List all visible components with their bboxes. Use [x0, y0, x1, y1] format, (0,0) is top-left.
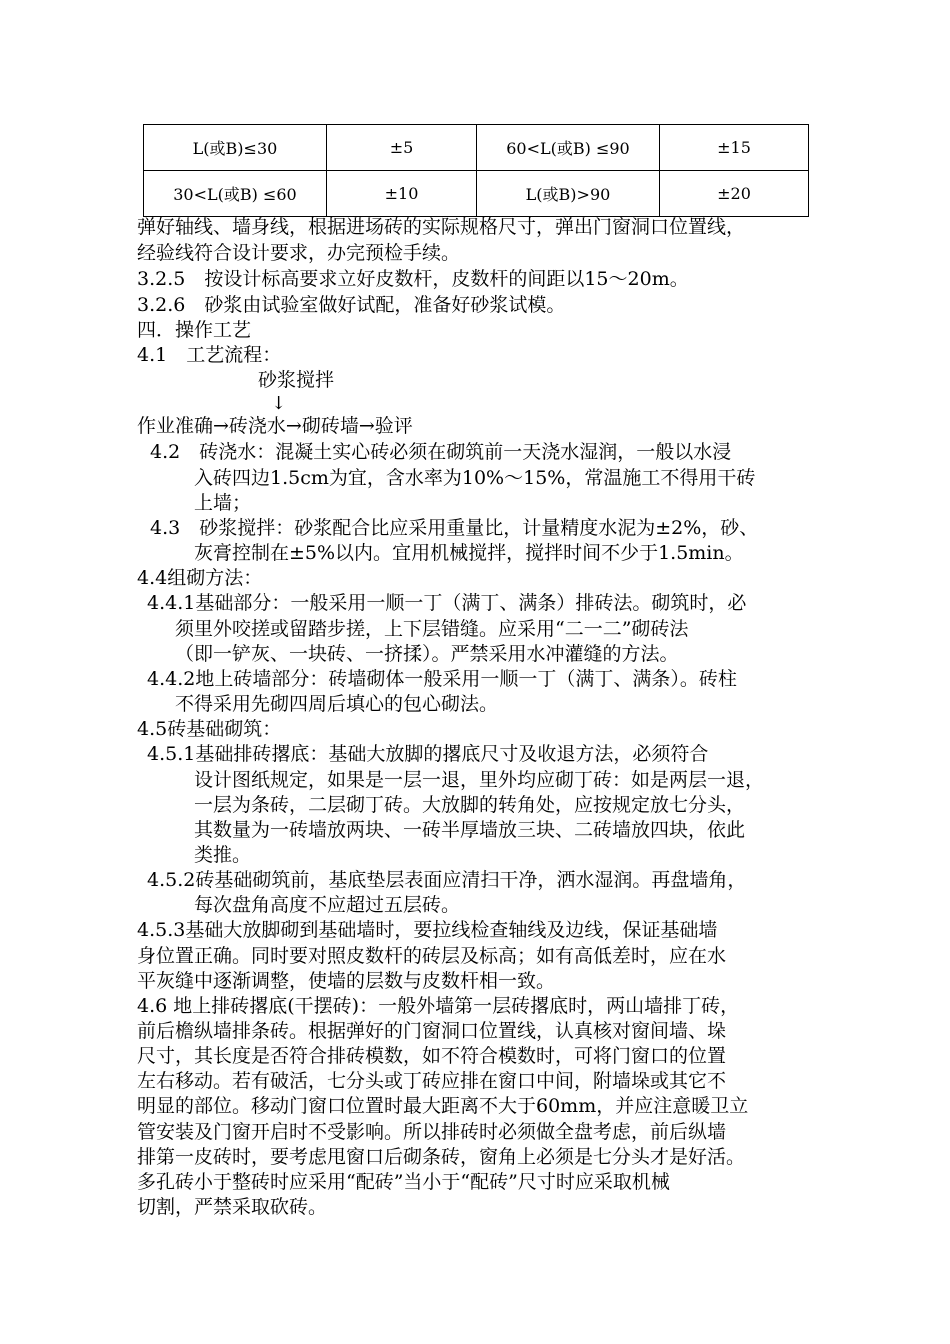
section-3-2-5: 3.2.5 按设计标高要求立好皮数杆，皮数杆的间距以15～20m。: [137, 268, 689, 290]
table-cell: ±10: [327, 171, 477, 217]
table-cell: ±5: [327, 125, 477, 171]
section-4-5-1-cont: 类推。: [194, 844, 252, 866]
flow-main-sequence: 作业准确→砖浇水→砌砖墙→验评: [137, 415, 413, 437]
section-4-6-cont: 明显的部位。移动门窗口位置时最大距离不大于60mm，并应注意暖卫立: [137, 1095, 749, 1117]
section-4-5-2-cont: 每次盘角高度不应超过五层砖。: [194, 894, 461, 916]
section-4-5-1-cont: 其数量为一砖墙放两块、一砖半厚墙放三块、二砖墙放四块，依此: [194, 819, 746, 841]
section-4-4-1-cont: 须里外咬搓或留踏步搓，上下层错缝。应采用“二一二”砌砖法: [175, 618, 689, 640]
table-cell: ±15: [660, 125, 809, 171]
table-cell: 30<L(或B) ≤60: [144, 171, 327, 217]
section-4-5-3-cont: 身位置正确。同时要对照皮数杆的砖层及标高；如有高低差时，应在水: [137, 945, 727, 967]
section-4-2: 4.2 砖浇水：混凝土实心砖必须在砌筑前一天浇水湿润，一般以水浸: [150, 441, 732, 463]
section-4-4-2-cont: 不得采用先砌四周后填心的包心砌法。: [175, 693, 499, 715]
table-row: [144, 125, 809, 171]
flow-step-mortar: 砂浆搅拌: [258, 369, 335, 391]
section-4-6-cont: 多孔砖小于整砖时应采用“配砖”当小于“配砖”尺寸时应采取机械: [137, 1171, 670, 1193]
section-4-5-3: 4.5.3基础大放脚砌到基础墙时，要拉线检查轴线及边线，保证基础墙: [137, 919, 718, 941]
section-4-1: 4.1 工艺流程：: [137, 344, 282, 366]
section-4-5-1: 4.5.1基础排砖撂底：基础大放脚的撂底尺寸及收退方法，必须符合: [147, 743, 709, 765]
section-4-3: 4.3 砂浆搅拌：砂浆配合比应采用重量比，计量精度水泥为±2%，砂、: [150, 517, 759, 539]
paragraph-line: 弹好轴线、墙身线，根据进场砖的实际规格尺寸，弹出门窗洞口位置线，: [137, 216, 746, 238]
table-cell: L(或B)>90: [477, 171, 660, 217]
section-4-4: 4.4组砌方法：: [137, 567, 263, 589]
section-4-2-cont: 入砖四边1.5cm为宜，含水率为10%～15%，常温施工不得用干砖: [194, 467, 756, 489]
table-cell: L(或B)≤30: [144, 125, 327, 171]
section-4-6-cont: 排第一皮砖时，要考虑甩窗口后砌条砖，窗角上必须是七分头才是好活。: [137, 1146, 746, 1168]
table-cell: 60<L(或B) ≤90: [477, 125, 660, 171]
flow-arrow-down-icon: ↓: [271, 393, 287, 414]
section-4-6-cont: 切割，严禁采取砍砖。: [137, 1196, 328, 1218]
section-4-5-1-cont: 一层为条砖，二层砌丁砖。大放脚的转角处，应按规定放七分头，: [194, 794, 746, 816]
paragraph-line: 经验线符合设计要求，办完预检手续。: [137, 242, 461, 264]
section-4-3-cont: 灰膏控制在±5%以内。宜用机械搅拌，搅拌时间不少于1.5min。: [194, 542, 744, 564]
section-4-2-cont: 上墙；: [194, 492, 252, 514]
section-4-4-1-cont: （即一铲灰、一块砖、一挤揉）。严禁采用水冲灌缝的方法。: [175, 643, 679, 665]
table-row: [144, 171, 809, 217]
section-4-4-2: 4.4.2地上砖墙部分：砖墙砌体一般采用一顺一丁（满丁、满条）。砖柱: [147, 668, 737, 690]
section-4-6-cont: 尺寸，其长度是否符合排砖模数，如不符合模数时，可将门窗口的位置: [137, 1045, 727, 1067]
section-4-6: 4.6 地上排砖撂底(干摆砖)：一般外墙第一层砖撂底时，两山墙排丁砖，: [137, 995, 740, 1017]
section-4-6-cont: 管安装及门窗开启时不受影响。所以排砖时必须做全盘考虑，前后纵墙: [137, 1121, 727, 1143]
section-4-5-3-cont: 平灰缝中逐渐调整，使墙的层数与皮数杆相一致。: [137, 970, 556, 992]
section-heading-4: 四．操作工艺: [137, 319, 252, 341]
section-4-6-cont: 前后檐纵墙排条砖。根据弹好的门窗洞口位置线，认真核对窗间墙、垛: [137, 1020, 727, 1042]
section-4-5-2: 4.5.2砖基础砌筑前，基底垫层表面应清扫干净，洒水湿润。再盘墙角，: [147, 869, 747, 891]
section-3-2-6: 3.2.6 砂浆由试验室做好试配，准备好砂浆试模。: [137, 294, 566, 316]
table-cell: ±20: [660, 171, 809, 217]
section-4-4-1: 4.4.1基础部分：一般采用一顺一丁（满丁、满条）排砖法。砌筑时，必: [147, 592, 747, 614]
section-4-5: 4.5砖基础砌筑：: [137, 718, 282, 740]
tolerance-table: [143, 124, 809, 217]
section-4-5-1-cont: 设计图纸规定，如果是一层一退，里外均应砌丁砖：如是两层一退，: [194, 769, 765, 791]
section-4-6-cont: 左右移动。若有破活，七分头或丁砖应排在窗口中间，附墙垛或其它不: [137, 1070, 727, 1092]
